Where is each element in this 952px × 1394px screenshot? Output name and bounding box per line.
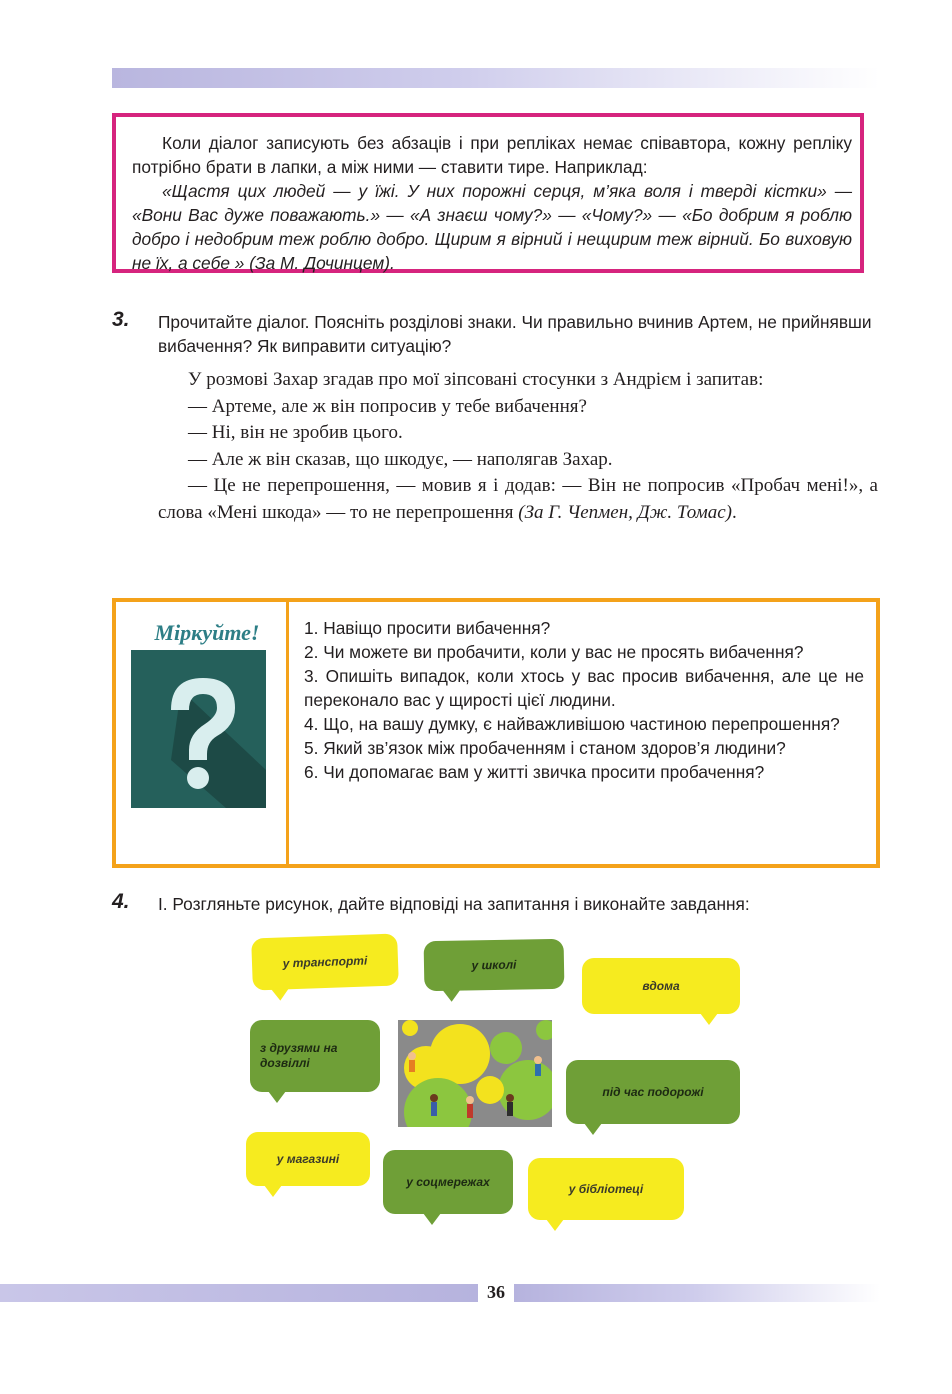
children-illustration <box>398 1020 552 1127</box>
rule-box <box>112 113 864 273</box>
bubble-transport: у транспорті <box>251 933 399 990</box>
bubble-library: у бібліотеці <box>528 1158 684 1220</box>
question-item: 1. Навіщо просити вибачення? <box>304 618 551 638</box>
task-4-number: 4. <box>112 890 130 913</box>
question-item: 3. Опишіть випадок, коли хтось у вас просив вибачення, але це не переконало вас у щирості цієї людини. <box>304 666 864 710</box>
dialog-source: (За Г. Чепмен, Дж. Томас) <box>518 501 732 523</box>
bubble-school: у школі <box>424 939 565 991</box>
think-divider <box>286 602 289 864</box>
bubble-travel: під час подорожі <box>566 1060 740 1124</box>
question-item: 4. Що, на вашу думку, є найважливішою частиною перепрошення? <box>304 714 840 734</box>
dialog-line: — Але ж він сказав, що шкодує, — наполягав Захар. <box>188 448 613 470</box>
question-mark-icon <box>131 650 266 808</box>
rule-example: «Щастя цих людей — у їжі. У них порожні серця, м’яка воля і тверді кістки» — «Вони Вас дуже поважають.» — «А знаєш чому?» — «Чому?» — «Бо добрим я роблю добро і недобрим теж роблю добро. Щирим я вірний і нещирим теж вірний. Бо виховую не їх, а себе » (За М. Дочинцем). <box>132 181 852 273</box>
task-3-instructions <box>158 310 878 358</box>
question-item: 2. Чи можете ви пробачити, коли у вас не просять вибачення? <box>304 642 804 662</box>
task-3-number: 3. <box>112 308 130 331</box>
task-3-text: Прочитайте діалог. Поясніть розділові знаки. Чи правильно вчинив Артем, не прийнявши вибачення? Як виправити ситуацію? <box>158 312 872 356</box>
think-box <box>112 598 880 868</box>
bubble-home: вдома <box>582 958 740 1014</box>
dialog-line-last <box>158 473 878 526</box>
dialog-line: — Це не перепрошення, — мовив я і додав: — Він не попросив «Пробач мені!», а слова «Мені шкода» — то не перепрошення <box>158 475 878 523</box>
header-decor-bar <box>112 68 880 88</box>
bubble-social-networks: у соцмережах <box>383 1150 513 1214</box>
footer-decor-bar-left <box>0 1284 478 1302</box>
think-title: Міркуйте! <box>154 620 260 645</box>
bubble-friends-leisure: з друзями на дозвіллі <box>250 1020 380 1092</box>
dialog-line: У розмові Захар згадав про мої зіпсовані стосунки з Андрієм і запитав: <box>188 369 764 390</box>
footer-decor-bar-right <box>514 1284 880 1302</box>
dialog-excerpt <box>158 367 878 526</box>
dialog-source-end: . <box>731 501 737 523</box>
rule-intro: Коли діалог записують без абзаців і при репліках немає співавтора, кожну репліку потрібно брати в лапки, а між ними — ставити тире. Наприклад: <box>132 133 852 177</box>
dialog-line: — Ні, він не зробив цього. <box>188 422 403 443</box>
task-4-text: І. Розгляньте рисунок, дайте відповіді на запитання і виконайте завдання: <box>158 894 750 914</box>
think-questions <box>304 616 864 784</box>
question-item: 6. Чи допомагає вам у житті звичка просити пробачення? <box>304 762 765 782</box>
page-number: 36 <box>487 1282 505 1302</box>
question-item: 5. Який зв’язок між пробаченням і станом здоров’я людини? <box>304 738 786 758</box>
dialog-line: — Артеме, але ж він попросив у тебе вибачення? <box>188 395 587 417</box>
bubble-shop: у магазині <box>246 1132 370 1186</box>
